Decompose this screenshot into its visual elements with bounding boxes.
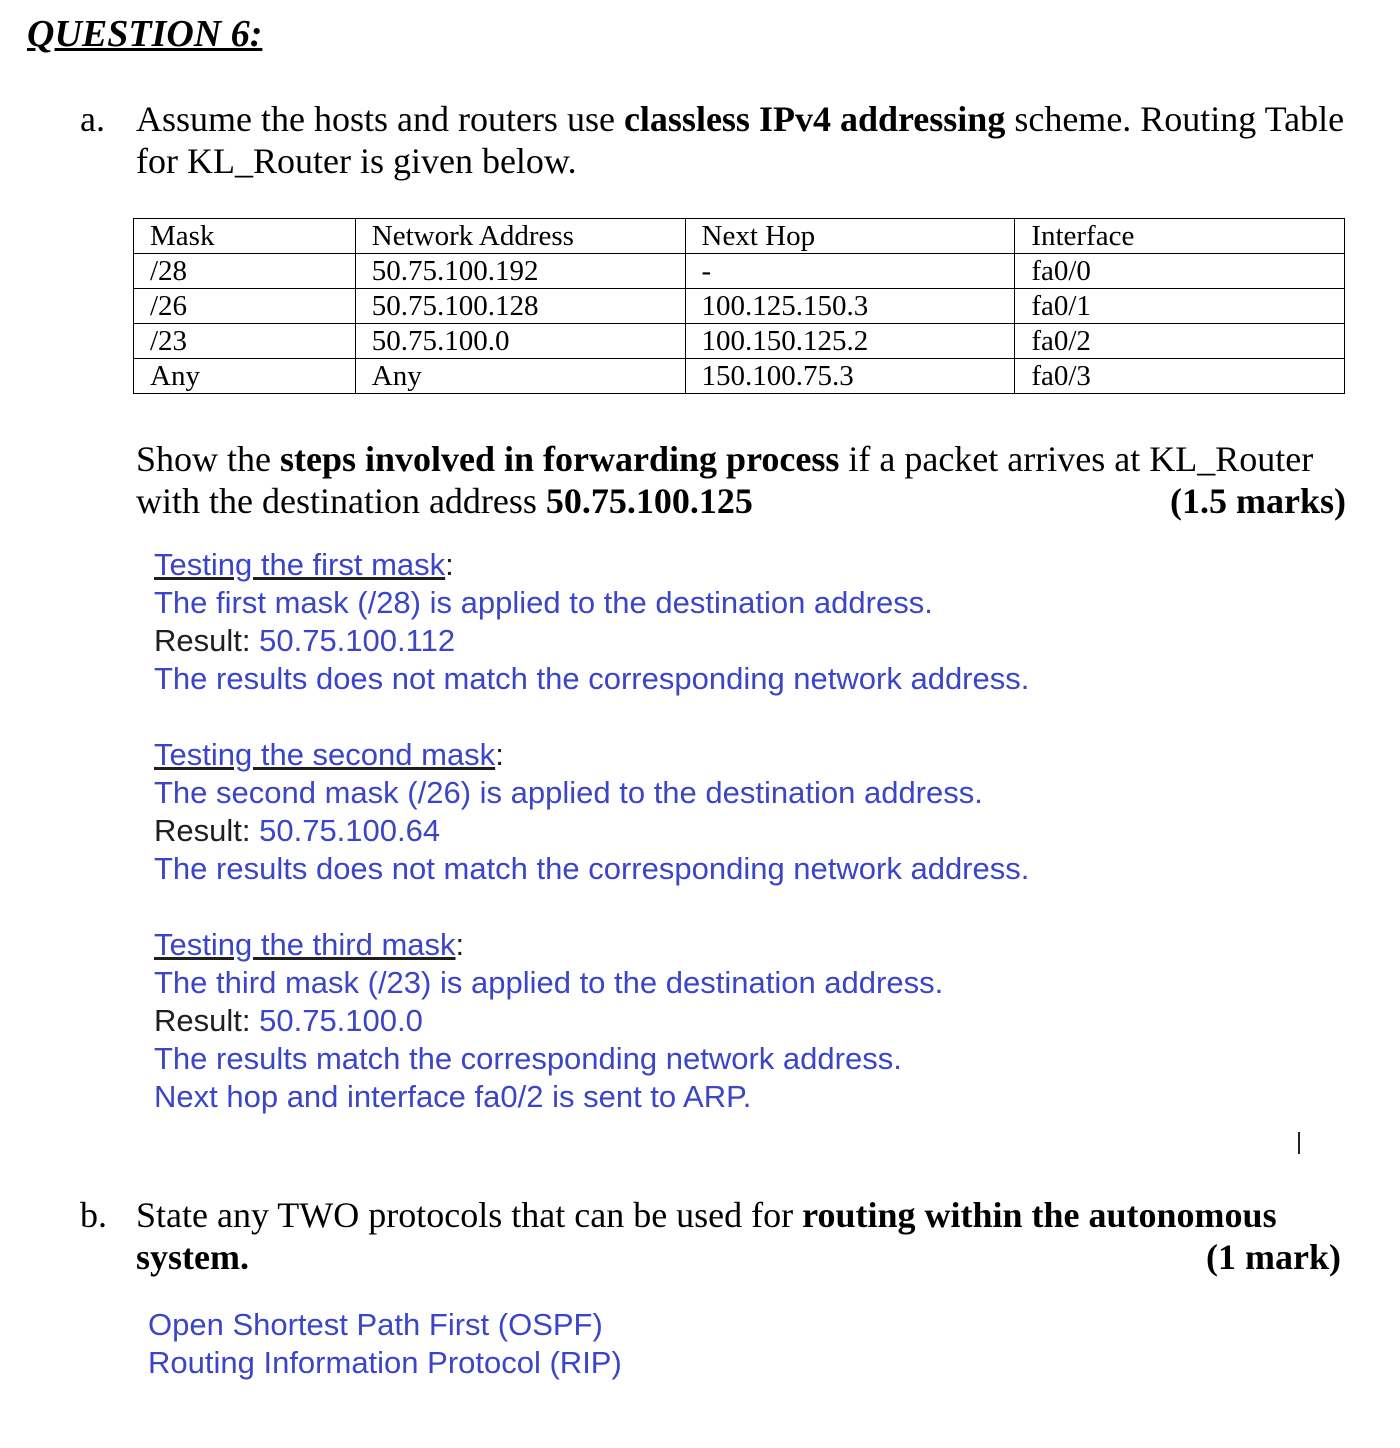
answer-extra: Next hop and interface fa0/2 is sent to ARP. bbox=[154, 1079, 752, 1114]
question-text-1: Show the bbox=[136, 439, 280, 479]
table-row bbox=[134, 324, 1345, 359]
routing-table bbox=[133, 218, 1345, 394]
part-b-label: b. bbox=[80, 1195, 107, 1235]
cell-mask: /28 bbox=[134, 254, 356, 289]
header-interface: Interface bbox=[1015, 219, 1345, 254]
header-network-address: Network Address bbox=[355, 219, 685, 254]
answer-heading: Testing the first mask bbox=[154, 547, 446, 582]
answer-result-label: Result: bbox=[154, 813, 260, 848]
cell-next-hop: - bbox=[685, 254, 1015, 289]
part-b-answers bbox=[148, 1306, 622, 1382]
question-title: QUESTION 6: bbox=[27, 13, 263, 55]
answer-result-value: 50.75.100.112 bbox=[259, 623, 456, 658]
cell-interface: fa0/3 bbox=[1015, 359, 1345, 394]
intro-text-2: scheme. Routing Table bbox=[1005, 99, 1345, 139]
answer-block-second-mask bbox=[154, 736, 1029, 888]
part-b-question-line2 bbox=[136, 1236, 1341, 1278]
cell-network-address: 50.75.100.192 bbox=[355, 254, 685, 289]
question-text-2: if a packet arrives at KL_Router bbox=[839, 439, 1314, 479]
header-mask: Mask bbox=[134, 219, 356, 254]
cell-next-hop: 100.125.150.3 bbox=[685, 289, 1015, 324]
answer-heading: Testing the third mask bbox=[154, 927, 456, 962]
answer-result-value: 50.75.100.64 bbox=[259, 813, 441, 848]
question-text-3: with the destination address bbox=[136, 481, 546, 521]
part-a-intro-line1 bbox=[136, 98, 1346, 140]
text-cursor bbox=[1298, 1132, 1300, 1154]
cell-next-hop: 150.100.75.3 bbox=[685, 359, 1015, 394]
table-header-row bbox=[134, 219, 1345, 254]
part-b-bold-2: system. bbox=[136, 1237, 249, 1277]
part-b-question-line1 bbox=[136, 1194, 1346, 1236]
part-b-text-1: State any TWO protocols that can be used for bbox=[136, 1195, 803, 1235]
part-b-bold: routing within the autonomous bbox=[802, 1195, 1277, 1235]
cell-interface: fa0/1 bbox=[1015, 289, 1345, 324]
answer-result-label: Result: bbox=[154, 1003, 260, 1038]
answer-result-value: 50.75.100.0 bbox=[259, 1003, 423, 1038]
destination-address: 50.75.100.125 bbox=[545, 481, 753, 521]
cell-next-hop: 100.150.125.2 bbox=[685, 324, 1015, 359]
cell-network-address: 50.75.100.0 bbox=[355, 324, 685, 359]
question-bold: steps involved in forwarding process bbox=[280, 439, 840, 479]
answer-block-third-mask bbox=[154, 926, 943, 1116]
answer-conclusion: The results does not match the corresponding network address. bbox=[154, 851, 1030, 886]
answer-applied: The third mask (/23) is applied to the destination address. bbox=[154, 965, 944, 1000]
answer-heading-colon: : bbox=[455, 927, 465, 962]
part-a-intro-line2: for KL_Router is given below. bbox=[136, 141, 577, 181]
table-row bbox=[134, 254, 1345, 289]
cell-interface: fa0/2 bbox=[1015, 324, 1345, 359]
answer-block-first-mask bbox=[154, 546, 1029, 698]
answer-heading: Testing the second mask bbox=[154, 737, 496, 772]
cell-network-address: 50.75.100.128 bbox=[355, 289, 685, 324]
answer-applied: The first mask (/28) is applied to the destination address. bbox=[154, 585, 933, 620]
answer-conclusion: The results match the corresponding network address. bbox=[154, 1041, 902, 1076]
table-row bbox=[134, 289, 1345, 324]
intro-text-1: Assume the hosts and routers use bbox=[136, 99, 624, 139]
answer-heading-colon: : bbox=[445, 547, 454, 582]
answer-conclusion: The results does not match the corresponding network address. bbox=[154, 661, 1030, 696]
cell-mask: /23 bbox=[134, 324, 356, 359]
part-a-question-line2 bbox=[136, 480, 1346, 522]
answer-heading-colon: : bbox=[495, 737, 504, 772]
part-b-marks: (1 mark) bbox=[1206, 1237, 1341, 1277]
cell-mask: /26 bbox=[134, 289, 356, 324]
part-a-marks: (1.5 marks) bbox=[1170, 481, 1346, 521]
protocol-answer: Open Shortest Path First (OSPF) bbox=[148, 1307, 603, 1342]
cell-mask: Any bbox=[134, 359, 356, 394]
table-row bbox=[134, 359, 1345, 394]
answer-result-label: Result: bbox=[154, 623, 260, 658]
protocol-answer: Routing Information Protocol (RIP) bbox=[148, 1345, 622, 1380]
intro-bold: classless IPv4 addressing bbox=[623, 99, 1006, 139]
part-a-label: a. bbox=[80, 99, 105, 139]
cell-interface: fa0/0 bbox=[1015, 254, 1345, 289]
cell-network-address: Any bbox=[355, 359, 685, 394]
answer-applied: The second mask (/26) is applied to the destination address. bbox=[154, 775, 983, 810]
header-next-hop: Next Hop bbox=[685, 219, 1015, 254]
part-a-question-line1 bbox=[136, 438, 1346, 480]
